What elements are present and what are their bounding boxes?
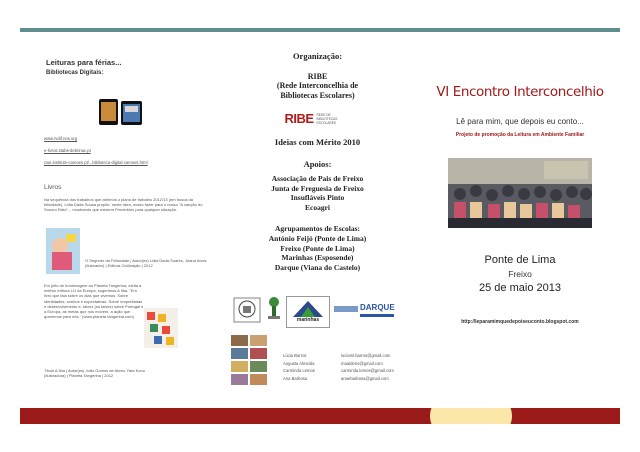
school-groups-heading: Agrupamentos de Escolas: — [274, 224, 360, 233]
supporter-item: Associação de Pais de Freixo — [271, 174, 364, 183]
event-place: Ponte de Lima — [484, 254, 556, 266]
book-2-cover — [144, 308, 178, 348]
marinhas-logo-text: marinhas — [296, 317, 320, 323]
library-link-1[interactable]: www.rvdif.nos.org — [44, 136, 78, 141]
supporter-item: Insufláveis Pinto — [290, 193, 345, 202]
sun-shape — [430, 408, 512, 424]
event-photo — [448, 158, 592, 228]
collage-photo — [250, 335, 267, 346]
contact-email[interactable]: maaldeiro@gmail.com — [341, 360, 383, 366]
event-locality: Freixo — [508, 269, 532, 279]
ribe-logo-mark: RIBE — [284, 111, 314, 126]
contact-name: Ana Barbosa — [283, 375, 308, 381]
ideias-merito: Ideias com Mérito 2010 — [274, 137, 361, 147]
collage-photo — [231, 374, 248, 385]
contact-name: Augusta Almeida — [283, 360, 315, 366]
marinhas-logo — [286, 296, 330, 328]
organization-heading: Organização: — [292, 51, 343, 61]
blog-url[interactable]: http://leparamimquedepoiseuconto.blogspot.com — [461, 319, 579, 325]
supporter-item: Junta de Freguesia de Freixo — [271, 183, 364, 193]
ribe-logo-caption-2: BIBLIOTECAS — [316, 117, 338, 121]
middle-panel — [230, 40, 405, 272]
collage-photo — [250, 361, 267, 372]
supporters-list — [230, 174, 405, 212]
left-heading: Leituras para férias... — [46, 58, 122, 67]
supporters-heading: Apoios: — [303, 159, 332, 169]
book-2-description: Em jeito de homenagem ao Planeta Tangerina, eleita a melhor editora LIJ da Europa, sugerimos A Ilha. "Em livro que fala sobre os dias que vivemos. Sobre identidades, sonhos e expectativas. Sobre empreitadas e desenvolvimento e, talvez (só talvez) sobre Portugal e a Europa, as metas que nos movem, a ação que queremos para nós." (www.planeta tangerina.com) — [44, 283, 144, 320]
school-groups-list — [230, 234, 405, 272]
contact-email[interactable]: luciaml.barros@gmail.com — [341, 353, 391, 358]
school-group-item: Freixo (Ponte de Lima) — [280, 243, 355, 253]
ribe-logo — [285, 109, 351, 131]
left-panel — [40, 40, 220, 379]
contact-name: Carminda Lemos — [283, 368, 315, 373]
photo-collage — [231, 335, 267, 385]
contact-name: Lúcia Barros — [283, 353, 307, 358]
bottom-decorative-bar — [20, 408, 620, 424]
book-1-description: Na sequência dos trabalhos que abrimos o plano de trabalho 2012/13 (em busca da felicidade), Lidia Dada Sousa propõe, neste obra, nosso fazer para o nosso "A canção do Sonoro Rato"... mostrando que existem Provérbios para qualquer situação. — [44, 197, 203, 213]
event-subtitle: Projeto de promoção da Leitura em Ambiente Familiar — [455, 132, 585, 138]
ribe-logo-caption-3: ESCOLARES — [316, 121, 336, 125]
darque-logo — [334, 304, 394, 320]
collage-photo — [231, 361, 248, 372]
contact-emails — [341, 352, 394, 382]
collage-photo — [250, 348, 267, 359]
supporter-item: Ecoagri — [305, 202, 330, 212]
school-group-item: António Feijó (Ponte de Lima) — [268, 234, 367, 243]
collage-photo — [250, 374, 267, 385]
library-link-3[interactable]: cwe.institute-camoes.pt/...biblioteca-digital-camoes.html — [44, 160, 148, 165]
top-decorative-bar — [20, 28, 620, 32]
contact-email[interactable]: anaebarbosa@gmail.com — [341, 375, 389, 381]
book-1-cover — [46, 228, 80, 274]
digital-libraries-heading: Bibliotecas Digitais: — [46, 70, 104, 76]
event-title: VI Encontro Interconcelhio — [436, 84, 604, 100]
ribe-logo-caption-1: REDE DE — [316, 113, 331, 117]
school-logo-1 — [233, 297, 261, 323]
school-logo-2 — [266, 296, 282, 322]
mountain-icon — [293, 299, 323, 317]
tablet-icon — [98, 97, 144, 127]
school-group-item: Marinhas (Esposende) — [281, 253, 354, 262]
event-date: 25 de maio 2013 — [479, 282, 561, 294]
contact-names — [283, 352, 315, 382]
book-2-caption: Título A Ilha | Autor(es) João Gomes de Abreu Yara Kono (Ilustradora) | Planeta Tangerina | 2012 — [44, 368, 145, 379]
ribe-title: RIBE — [307, 72, 328, 81]
collage-photo — [231, 335, 248, 346]
contact-email[interactable]: carminda.lemos@gmail.com — [341, 368, 394, 373]
book-1-caption: O Segredo da Felicidade | Autor(es) Lidia Dada Soares, Joana Alves (Ilustrador) | Editora Civilização | 2012 — [85, 258, 207, 269]
collage-photo — [231, 348, 248, 359]
ribe-full-name-line-2: Bibliotecas Escolares) — [280, 91, 355, 100]
darque-logo-text: DARQUE — [360, 303, 395, 312]
ribe-logo-caption — [317, 113, 338, 125]
library-link-2[interactable]: e-livros.stabs-debrinac.pt — [44, 148, 91, 153]
darque-logo-underline — [360, 314, 394, 317]
darque-logo-mark — [334, 306, 358, 312]
books-heading: Livros — [44, 184, 62, 191]
digital-library-links — [44, 136, 214, 165]
school-group-item: Darque (Viana do Castelo) — [274, 262, 361, 272]
event-tagline: Lê para mim, que depois eu conto... — [456, 117, 584, 126]
right-panel — [420, 40, 620, 325]
ribe-full-name-line-1: (Rede Interconcelhia de — [276, 81, 359, 90]
